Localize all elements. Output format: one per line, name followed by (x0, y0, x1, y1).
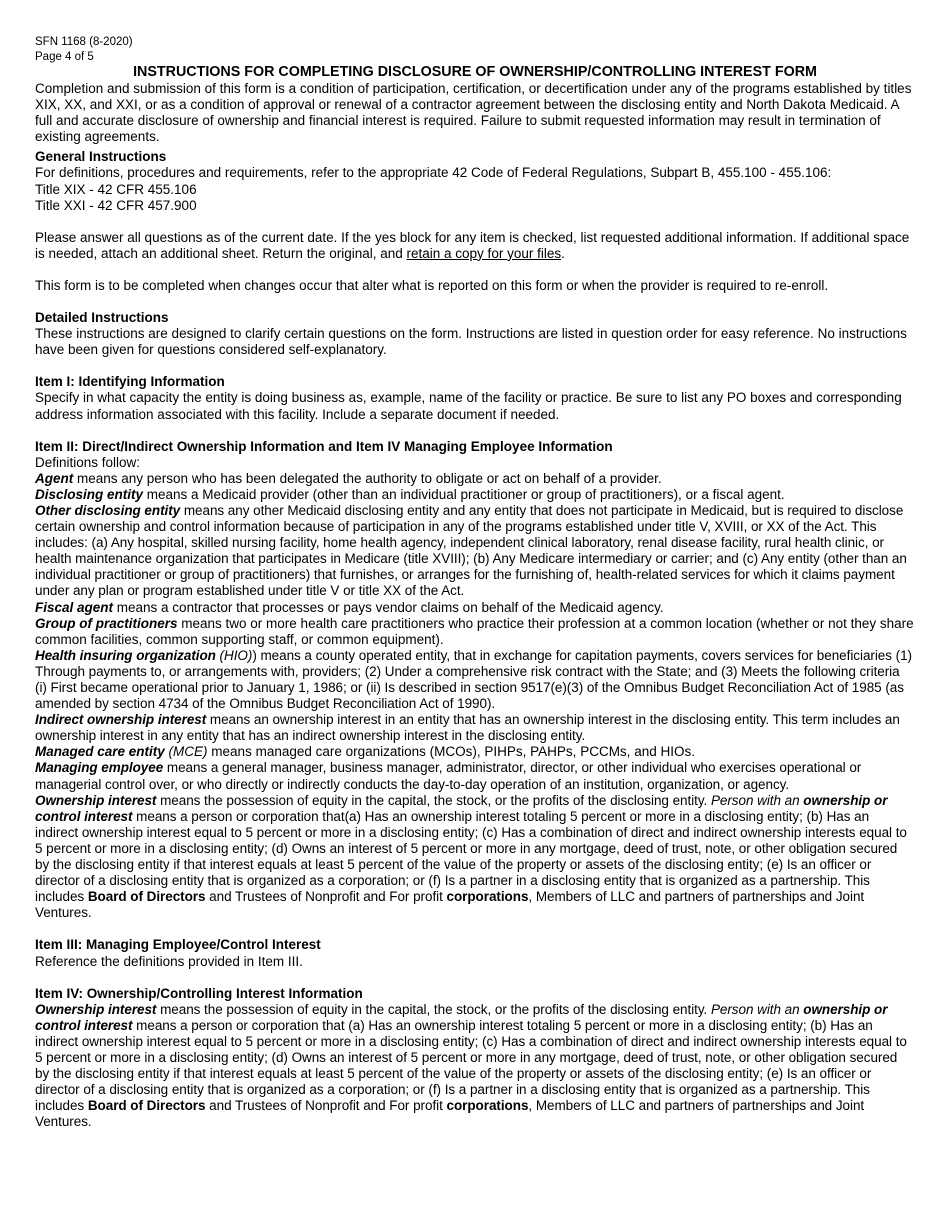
definition-other-disclosing-entity: Other disclosing entity means any other Medicaid disclosing entity and any entity that does not participate in Medicaid, but is required to disclose certain ownership and control information because of participation in any of the programs established under title V, XVIII, or XX of the Act. This includes: (a) Any hospital, skilled nursing facility, home health agency, independent clinical laboratory, renal disease facility, rural health clinic, or health maintenance organization that participates in Medicare (title XVIII); (b) Any Medicare intermediary or carrier; and (c) Any entity (other than an individual practitioner or group of practitioners) that furnishes, or arranges for the furnishing of, health-related services for which it claims payment under any plan or program established under title V or title XX of the Act. (35, 502, 907, 599)
retain-copy-text: retain a copy for your files (406, 245, 562, 261)
title-xxi-ref: Title XXI - 42 CFR 457.900 (35, 197, 197, 213)
form-number: SFN 1168 (8-2020) (35, 36, 133, 48)
item-3-heading: Item III: Managing Employee/Control Interest (35, 937, 321, 953)
definition-managing-employee: Managing employee means a general manager, business manager, administrator, director, or other individual who exercises operational or managerial control over, or who directly or indirectly conducts the day-to-day operation of an institution, organization, or agency. (35, 760, 862, 792)
definitions-follow: Definitions follow: (35, 454, 141, 470)
definition-managed-care-entity: Managed care entity (MCE) means managed care organizations (MCOs), PIHPs, PAHPs, PCCMs, and HIOs. (35, 744, 695, 760)
definition-indirect-ownership-interest: Indirect ownership interest means an ownership interest in an entity that has an ownership interest in the disclosing entity. This term includes an ownership interest in any entity that has an indirect ownership interest in the disclosing entity. (35, 712, 900, 744)
general-instructions-heading: General Instructions (35, 149, 167, 165)
item-1-heading: Item I: Identifying Information (35, 374, 225, 390)
answer-instructions: Please answer all questions as of the current date. If the yes block for any item is checked, list requested additional information. If additional space is needed, attach an additional sheet. Return the original, and retain a copy for your files. (35, 229, 910, 261)
item-1-text: Specify in what capacity the entity is doing business as, example, name of the facility or practice. Be sure to list any PO boxes and corresponding address information associated with this facility. Include a separate document if needed. (35, 390, 902, 422)
page-title: INSTRUCTIONS FOR COMPLETING DISCLOSURE OF OWNERSHIP/CONTROLLING INTEREST FORM (133, 64, 817, 80)
intro-paragraph: Completion and submission of this form is a condition of participation, certification, or decertification under any of the programs established by titles XIX, XX, and XXI, or as a condition of approval or renewal of a contractor agreement between the disclosing entity and North Dakota Medicaid. A full and accurate disclosure of ownership and financial interest is required. Failure to submit requested information may result in termination of existing agreements. (35, 81, 912, 145)
detailed-instructions-text: These instructions are designed to clarify certain questions on the form. Instructions are listed in question order for easy reference. No instructions have been given for questions considered self-explanatory. (35, 326, 907, 358)
general-refs: For definitions, procedures and requirements, refer to the appropriate 42 Code of Federal Regulations, Subpart B, 455.100 - 455.106: (35, 165, 832, 181)
title-xix-ref: Title XIX - 42 CFR 455.106 (35, 181, 197, 197)
detailed-instructions-heading: Detailed Instructions (35, 310, 169, 326)
definition-ownership-interest: Ownership interest means the possession of equity in the capital, the stock, or the profits of the disclosing entity. Person with an ownership or control interest means a person or corporation that(a) Has an ownership interest totaling 5 percent or more in a disclosing entity; (b) Has an indirect ownership interest equal to 5 percent or more in a disclosing entity; (c) Has a combination of direct and indirect ownership interests equal to 5 percent or more in a disclosing entity; (d) Owns an interest of 5 percent or more in any mortgage, deed of trust, note, or other obligation secured by the disclosing entity if that interest equals at least 5 percent of the value of the property or assets of the disclosing entity; (e) Is an officer or director of a disclosing entity that is organized as a corporation; or (f) Is a partner in a disclosing entity that is organized as a partnership. This includes Board of Directors and Trustees of Nonprofit and For profit corporations, Members of LLC and partners of partnerships and Joint Ventures. (35, 792, 907, 921)
item-4-ownership-definition: Ownership interest means the possession of equity in the capital, the stock, or the profits of the disclosing entity. Person with an ownership or control interest means a person or corporation that (a) Has an ownership interest totaling 5 percent or more in a disclosing entity; (b) Has an indirect ownership interest equal to 5 percent or more in a disclosing entity; (c) Has a combination of direct and indirect ownership interests equal to 5 percent or more in a disclosing entity; (d) Owns an interest of 5 percent or more in any mortgage, deed of trust, note, or other obligation secured by the disclosing entity if that interest equals at least 5 percent of the value of the property or assets of the disclosing entity; (e) Is an officer or director of a disclosing entity that is organized as a corporation; or (f) Is a partner in a disclosing entity that is organized as a partnership. This includes Board of Directors and Trustees of Nonprofit and For profit corporations, Members of LLC and partners of partnerships and Joint Ventures. (35, 1001, 907, 1130)
definition-agent: Agent means any person who has been delegated the authority to obligate or act on behalf of a provider. (35, 470, 662, 486)
item-3-text: Reference the definitions provided in Item III. (35, 953, 303, 969)
definition-group-of-practitioners: Group of practitioners means two or more health care practitioners who practice their profession at a common location (whether or not they share common facilities, common supporting staff, or common equipment). (35, 615, 914, 647)
definition-disclosing-entity: Disclosing entity means a Medicaid provider (other than an individual practitioner or group of practitioners), or a fiscal agent. (35, 486, 785, 502)
definition-fiscal-agent: Fiscal agent means a contractor that processes or pays vendor claims on behalf of the Medicaid agency. (35, 599, 664, 615)
changes-instructions: This form is to be completed when changes occur that alter what is reported on this form or when the provider is required to re-enroll. (35, 277, 829, 293)
definition-health-insuring-organization: Health insuring organization (HIO)) means a county operated entity, that in exchange for capitation payments, covers services for beneficiaries (1) Through payments to, or arrangements with, providers; (2) Under a comprehensive risk contract with the State; and (3) Meets the following criteria (i) First became operational prior to January 1, 1986; or (ii) Is described in section 9517(e)(3) of the Omnibus Budget Reconciliation Act of 1985 (as amended by section 4734 of the Omnibus Budget Reconciliation Act of 1990). (35, 647, 913, 712)
document-page (35, 35, 915, 1130)
page-number: Page 4 of 5 (35, 50, 94, 63)
item-4-heading: Item IV: Ownership/Controlling Interest Information (35, 985, 363, 1001)
item-2-heading: Item II: Direct/Indirect Ownership Information and Item IV Managing Employee Information (35, 438, 613, 454)
